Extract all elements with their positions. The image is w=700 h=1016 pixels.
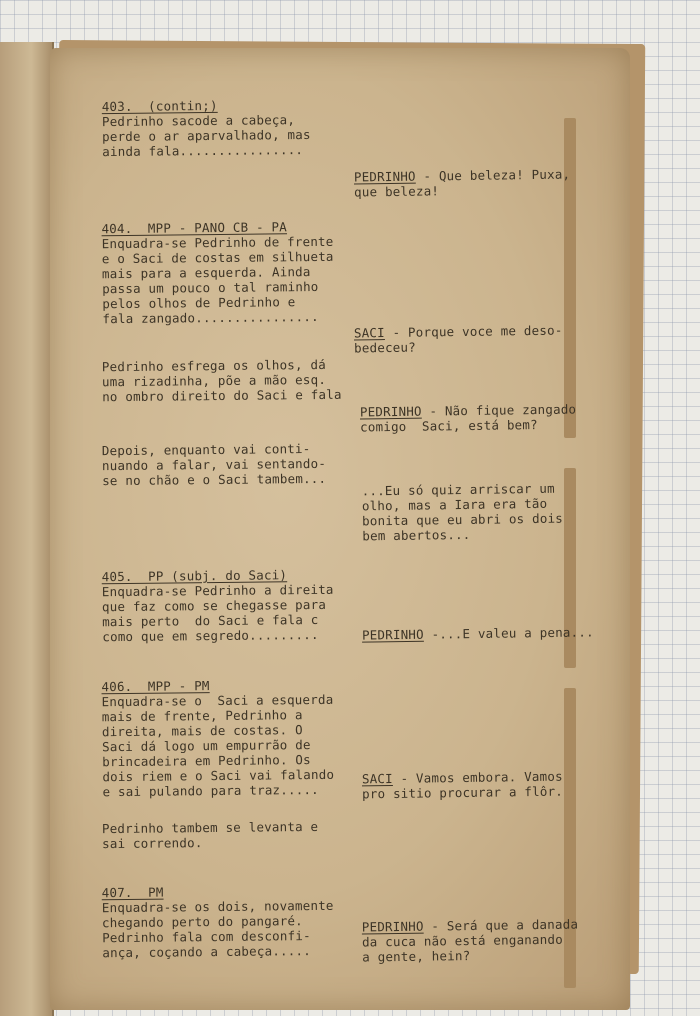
shot-line: Enquadra-se o Saci a esquerda	[101, 691, 334, 710]
shot-403	[102, 97, 311, 159]
dialogue-pedrinho	[362, 624, 594, 642]
shot-line: Enquadra-se os dois, novamente	[101, 897, 334, 916]
shot-406	[101, 677, 334, 799]
shot-line: dois riem e o Saci vai falando	[102, 766, 335, 785]
shot-line: Pedrinho esfrega os olhos, dá	[101, 356, 326, 375]
shot-line: perde o ar aparvalhado, mas	[102, 126, 311, 145]
dialogue-pedrinho	[362, 916, 579, 964]
shot-404	[101, 219, 334, 326]
shot-406-action	[102, 819, 319, 851]
shot-line: direita, mais de costas. O	[101, 722, 303, 740]
dialogue-saci	[362, 769, 563, 802]
shot-heading: 403. (contin;)	[101, 97, 218, 115]
dialogue-line: pro sitio procurar a flôr.	[362, 783, 564, 802]
dialogue-line: bedeceu?	[354, 339, 417, 356]
shot-line: brincadeira em Pedrinho. Os	[102, 752, 311, 770]
speaker-name: PEDRINHO	[359, 403, 422, 420]
dialogue-line: ...Eu só quiz arriscar um	[361, 480, 555, 499]
dialogue-line: - Vamos embora. Vamos	[392, 768, 563, 786]
speaker-name: SACI	[353, 325, 385, 341]
shot-line: uma rizadinha, põe a mão esq.	[101, 371, 327, 390]
dialogue-line: olho, mas a Iara era tão	[361, 495, 548, 514]
shot-404-action	[102, 357, 342, 405]
shot-heading: 405. PP (subj. do Saci)	[101, 567, 288, 585]
shot-line: nuando a falar, vai sentando-	[101, 455, 327, 474]
shot-line: que faz como se chegasse para	[101, 596, 327, 615]
shot-line: Pedrinho tambem se levanta e	[101, 818, 319, 837]
dialogue-line: bonita que eu abri os dois	[362, 510, 564, 529]
shot-line: ainda fala................	[102, 141, 304, 160]
shot-line: ança, coçando a cabeça.....	[102, 943, 311, 961]
dialogue-line: comigo Saci, está bem?	[360, 417, 538, 435]
shot-line: chegando perto do pangaré.	[101, 913, 303, 931]
shot-heading: 407. PM	[101, 884, 164, 901]
dialogue-line: -...E valeu a pena...	[423, 624, 594, 642]
shot-line: mais para a esquerda. Ainda	[101, 264, 311, 282]
shot-line: se no chão e o Saci tambem...	[102, 470, 327, 489]
dialogue-line: - Porque voce me deso-	[384, 322, 563, 341]
dialogue-pedrinho	[360, 401, 577, 434]
script-page	[50, 48, 630, 1010]
shot-heading: 404. MPP - PANO CB - PA	[101, 219, 288, 237]
shot-407	[102, 883, 335, 960]
shot-line: Pedrinho fala com desconfi-	[102, 928, 311, 946]
dialogue-saci	[354, 323, 563, 356]
dialogue-line: que beleza!	[354, 183, 440, 200]
shot-line: Saci dá logo um empurrão de	[102, 737, 311, 755]
dialogue-line: da cuca não está enganando	[361, 931, 563, 950]
dialogue-line: - Será que a danada	[423, 916, 579, 934]
dialogue-line: bem abertos...	[362, 526, 471, 544]
shot-line: passa um pouco o tal raminho	[102, 278, 319, 297]
shot-line: Enquadra-se Pedrinho a direita	[101, 581, 334, 600]
shot-line: pelos olhos de Pedrinho e	[102, 294, 296, 312]
shot-line: Pedrinho sacode a cabeça,	[101, 112, 296, 130]
shot-line: e sai pulando para traz.....	[102, 781, 319, 800]
dialogue-line: - Não fique zangado	[421, 401, 577, 419]
dialogue-line: a gente, hein?	[362, 947, 471, 965]
shot-405	[102, 567, 335, 644]
shot-404-continuation	[102, 441, 327, 488]
shot-line: no ombro direito do Saci e fala	[102, 386, 342, 405]
shot-line: Depois, enquanto vai conti-	[101, 440, 311, 459]
dialogue-line: - Que beleza! Puxa,	[415, 166, 571, 184]
speaker-name: SACI	[361, 770, 393, 787]
shot-line: mais de frente, Pedrinho a	[101, 707, 303, 725]
speaker-name: PEDRINHO	[361, 918, 424, 935]
dialogue-continuation	[362, 481, 564, 544]
speaker-name: PEDRINHO	[361, 626, 424, 643]
shot-line: Enquadra-se Pedrinho de frente	[101, 233, 334, 252]
facing-page-edge	[0, 42, 54, 1016]
shot-line: mais perto do Saci e fala c	[102, 611, 319, 630]
shot-line: e o Saci de costas em silhueta	[101, 248, 334, 267]
speaker-name: PEDRINHO	[353, 168, 416, 185]
shot-line: como que em segredo.........	[102, 626, 319, 645]
shot-heading: 406. MPP - PM	[101, 678, 210, 695]
dialogue-pedrinho	[354, 166, 571, 199]
shot-line: fala zangado................	[102, 308, 319, 327]
shot-line: sai correndo.	[102, 835, 203, 852]
